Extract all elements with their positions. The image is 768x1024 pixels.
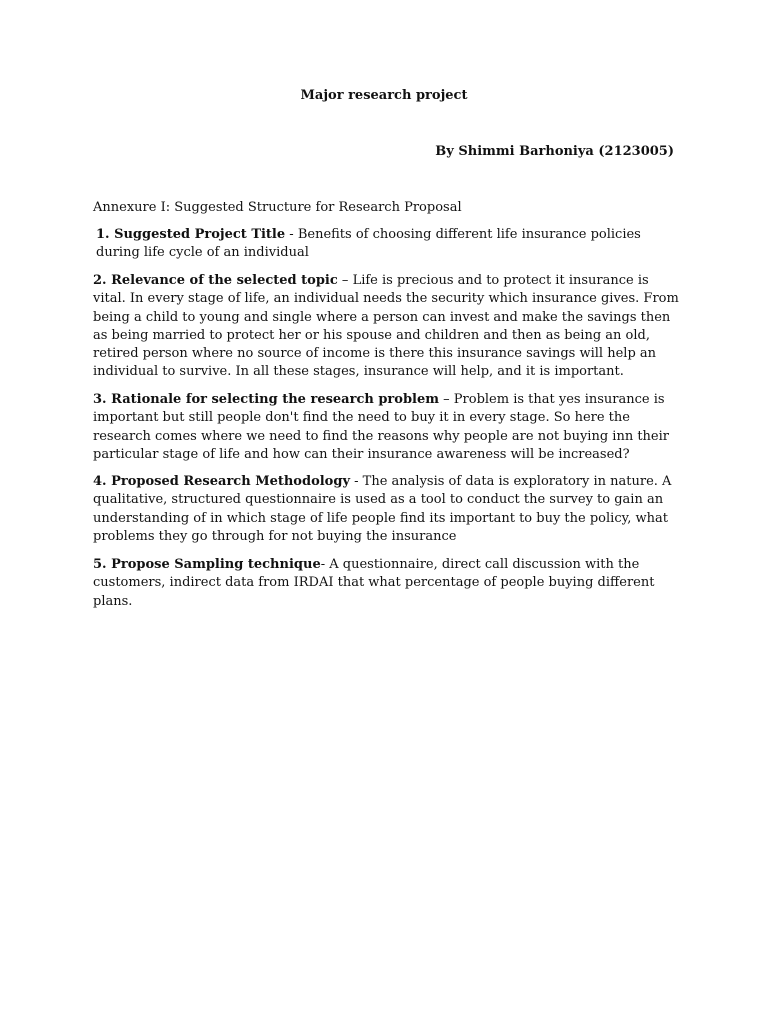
section-separator: – [439, 392, 454, 407]
author-line: By Shimmi Barhoniya (2123005) [435, 144, 674, 159]
section-separator: – [337, 273, 353, 288]
section-relevance [93, 272, 681, 382]
section-heading: 1. Suggested Project Title [96, 227, 286, 242]
section-separator: - [350, 474, 363, 489]
section-text: The analysis of data is exploratory in nature. A qualitative, structured questionnaire is used as a tool to conduct the survey to gain an understanding of in which stage of life people find its important to buy the policy, what problems they go through for not buying the insurance [93, 474, 672, 544]
section-rationale [93, 391, 681, 464]
annexure-heading: Annexure I: Suggested Structure for Research Proposal [93, 200, 462, 215]
section-heading: 2. Relevance of the selected topic [93, 273, 338, 288]
section-heading: 4. Proposed Research Methodology [93, 474, 350, 489]
section-separator: - [285, 227, 298, 242]
section-text: Life is precious and to protect it insurance is vital. In every stage of life, an individual needs the security which insurance gives. From being a child to young and single where a person can invest and make the savings then as being married to protect her or his spouse and children and then as being an old, retired person where no source of income is there this insurance savings will help an individual to survive. In all these stages, insurance will help, and it is important. [93, 273, 679, 380]
section-separator: - [320, 557, 330, 572]
section-heading: 3. Rationale for selecting the research problem [93, 392, 440, 407]
section-text: Problem is that yes insurance is important but still people don't find the need to buy it in every stage. So here the research comes where we need to find the reasons why people are not buying inn their particular stage of life and how can their insurance awareness will be increased? [93, 392, 669, 462]
document-title: Major research project [300, 88, 468, 103]
section-project-title [96, 226, 681, 263]
section-heading: 5. Propose Sampling technique [93, 557, 321, 572]
section-text: Benefits of choosing different life insurance policies during life cycle of an individual [96, 227, 641, 261]
section-methodology [93, 473, 681, 546]
section-text: A questionnaire, direct call discussion with the customers, indirect data from IRDAI that what percentage of people buying different plans. [93, 557, 655, 609]
section-sampling [93, 556, 681, 611]
